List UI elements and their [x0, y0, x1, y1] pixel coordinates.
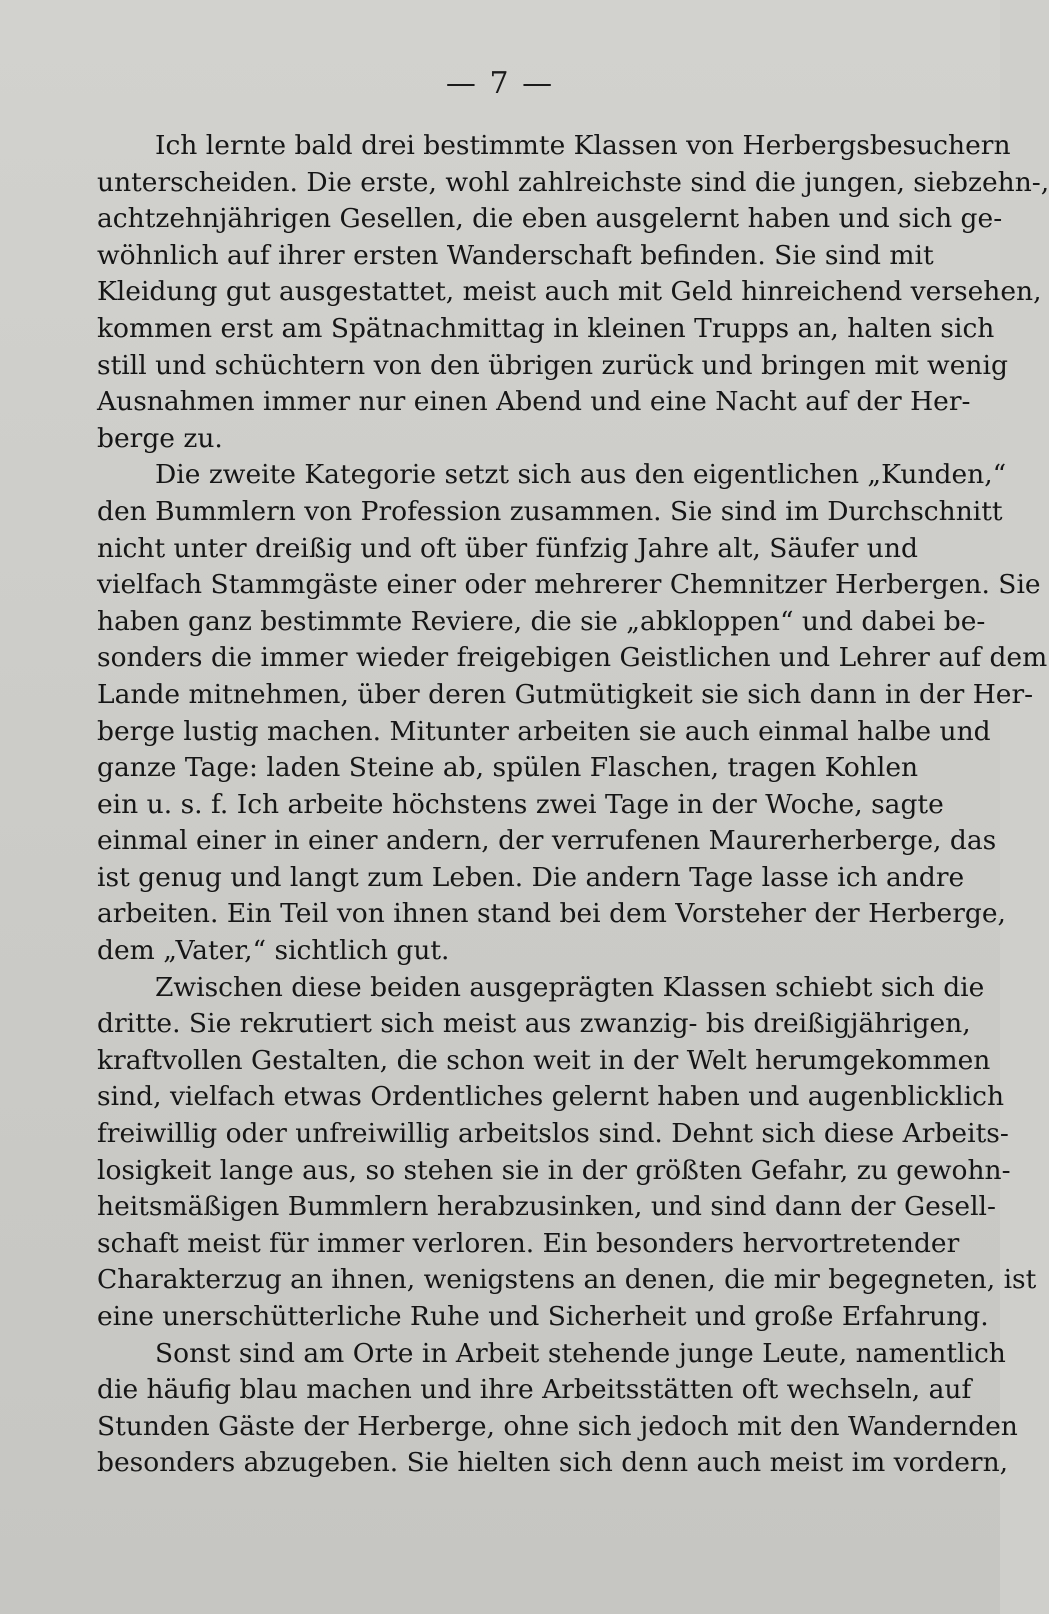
page-number: — 7 — [445, 66, 555, 101]
text-line: Kleidung gut ausgestattet, meist auch mit Geld hinreichend versehen, [97, 276, 1042, 308]
text-line: achtzehnjährigen Gesellen, die eben ausgelernt haben und sich ge- [97, 203, 1003, 235]
text-line: Lande mitnehmen, über deren Gutmütigkeit sie sich dann in der Her- [97, 678, 1034, 710]
text-line: wöhnlich auf ihrer ersten Wanderschaft befinden. Sie sind mit [97, 239, 934, 271]
text-line: eine unerschütterliche Ruhe und Sicherheit und große Erfahrung. [97, 1301, 989, 1332]
text-line: besonders abzugeben. Sie hielten sich denn auch meist im vordern, [97, 1447, 1009, 1479]
text-line: arbeiten. Ein Teil von ihnen stand bei dem Vorsteher der Herberge, [97, 898, 1006, 930]
body-text [97, 128, 1049, 1482]
text-line: Stunden Gäste der Herberge, ohne sich jedoch mit den Wandernden [97, 1410, 1018, 1442]
text-line: Ich lernte bald drei bestimmte Klassen von Herbergsbesuchern [155, 130, 1011, 161]
text-line: nicht unter dreißig und oft über fünfzig Jahre alt, Säufer und [97, 532, 918, 564]
text-line: berge lustig machen. Mitunter arbeiten sie auch einmal halbe und [97, 715, 991, 747]
text-line: vielfach Stammgäste einer oder mehrerer Chemnitzer Herbergen. Sie [97, 569, 1041, 601]
text-line: berge zu. [97, 422, 223, 454]
text-line: kommen erst am Spätnachmittag in kleinen Trupps an, halten sich [97, 312, 995, 344]
text-line: ein u. s. f. Ich arbeite höchstens zwei Tage in der Woche, sagte [97, 788, 944, 820]
text-line: Sonst sind am Orte in Arbeit stehende junge Leute, namentlich [155, 1337, 1006, 1369]
text-line: dritte. Sie rekrutiert sich meist aus zwanzig- bis dreißigjährigen, [97, 1008, 971, 1040]
text-line: ist genug und langt zum Leben. Die andern Tage lasse ich andre [97, 861, 965, 893]
text-line: ganze Tage: laden Steine ab, spülen Flaschen, tragen Kohlen [97, 752, 919, 784]
text-line: den Bummlern von Profession zusammen. Sie sind im Durchschnitt [97, 495, 1003, 527]
text-line: schaft meist für immer verloren. Ein besonders hervortretender [97, 1227, 960, 1259]
text-line: dem „Vater,“ sichtlich gut. [97, 935, 450, 967]
text-line: freiwillig oder unfreiwillig arbeitslos sind. Dehnt sich diese Arbeits- [97, 1118, 1009, 1150]
text-line: sind, vielfach etwas Ordentliches gelernt haben und augenblicklich [97, 1081, 1005, 1113]
text-line: einmal einer in einer andern, der verrufenen Maurerherberge, das [97, 825, 997, 857]
text-line: Zwischen diese beiden ausgeprägten Klassen schiebt sich die [155, 971, 985, 1003]
text-line: Die zweite Kategorie setzt sich aus den eigentlichen „Kunden,“ [155, 459, 1007, 491]
text-line: Charakterzug an ihnen, wenigstens an denen, die mir begegneten, ist [97, 1264, 1037, 1296]
text-line: unterscheiden. Die erste, wohl zahlreichste sind die jungen, siebzehn-, [97, 166, 1049, 198]
text-line: still und schüchtern von den übrigen zurück und bringen mit wenig [97, 349, 1008, 381]
text-line: losigkeit lange aus, so stehen sie in der größten Gefahr, zu gewohn- [97, 1154, 1011, 1186]
text-line: sonders die immer wieder freigebigen Geistlichen und Lehrer auf dem [97, 642, 1048, 674]
text-line: Ausnahmen immer nur einen Abend und eine Nacht auf der Her- [97, 386, 971, 418]
text-line: heitsmäßigen Bummlern herabzusinken, und sind dann der Gesell- [97, 1191, 996, 1223]
text-line: haben ganz bestimmte Reviere, die sie „abkloppen“ und dabei be- [97, 605, 986, 637]
text-line: die häufig blau machen und ihre Arbeitsstätten oft wechseln, auf [97, 1374, 972, 1406]
text-line: kraftvollen Gestalten, die schon weit in der Welt herumgekommen [97, 1044, 991, 1076]
